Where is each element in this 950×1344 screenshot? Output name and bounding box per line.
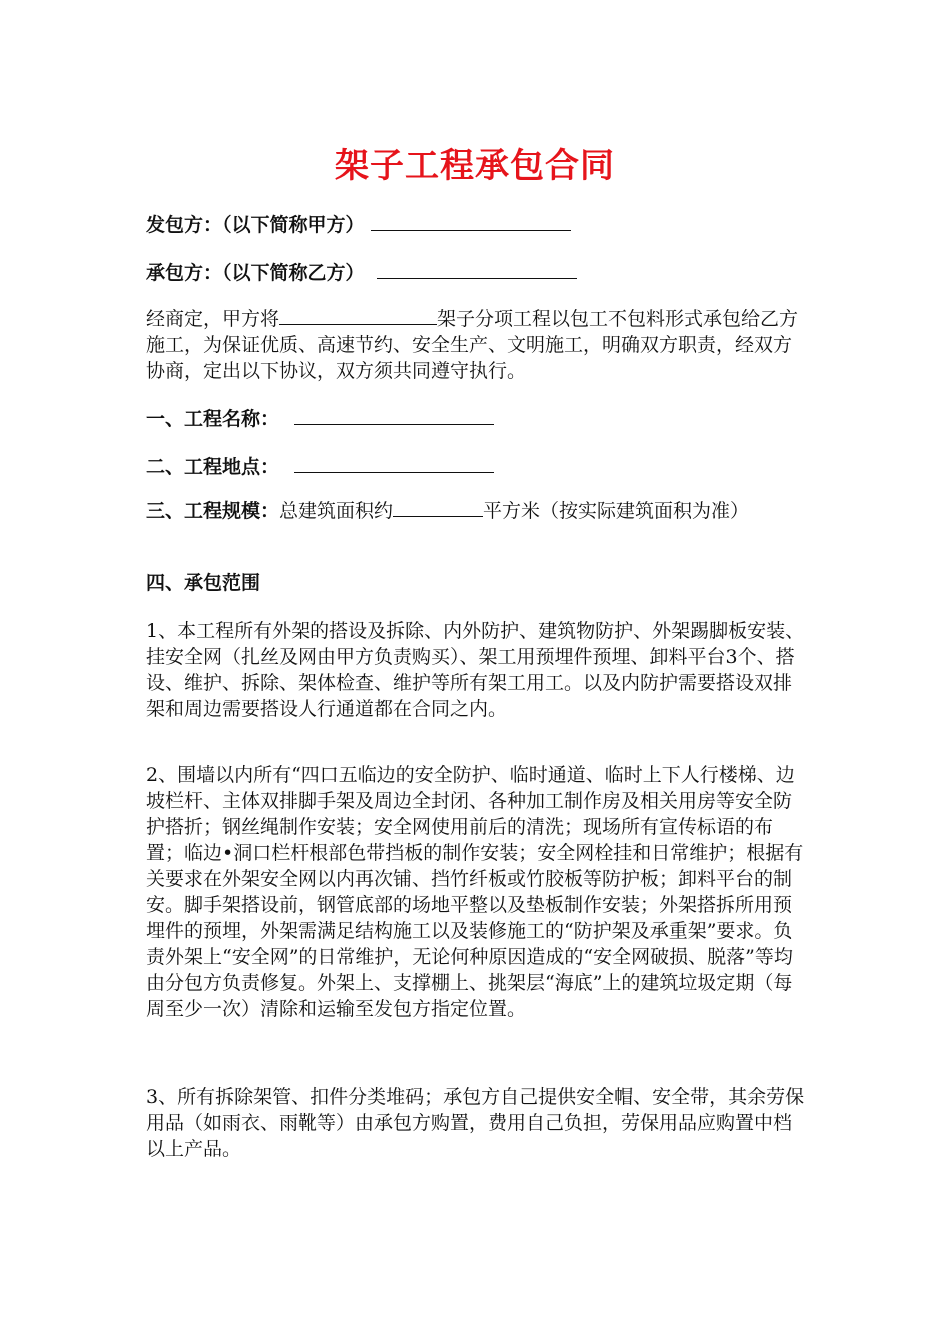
party-b-line [146, 258, 808, 286]
intro-text-start: 经商定，甲方将 [146, 308, 280, 330]
clause-2: 2、围墙以内所有“四口五临边的安全防护、临时通道、临时上下人行楼梯、边坡栏杆、主体双排脚手架及周边全封闭、各种加工制作房及相关用房等安全防护搭折；钢丝绳制作安装；安全网使用前后的清洗；现场所有宣传标语的布置；临边•洞口栏杆根部色带挡板的制作安装；安全网栓挂和日常维护；根据有关要求在外架安全网以内再次铺、挡竹纤板或竹胶板等防护板；卸料平台的制安。脚手架搭设前，钢管底部的场地平整以及垫板制作安装；外架搭拆所用预埋件的预埋，外架需满足结构施工以及装修施工的“防护架及承重架”要求。负责外架上“安全网”的日常维护，无论何种原因造成的“安全网破损、脱落”等均由分包方负责修复。外架上、支撑棚上、挑架层“海底”上的建筑垃圾定期（每周至少一次）清除和运输至发包方指定位置。 [146, 764, 804, 1020]
section-3-text-rest: 平方米（按实际建筑面积为准） [483, 500, 750, 522]
project-blank [279, 304, 437, 325]
party-a-blank [371, 210, 571, 231]
area-blank [393, 496, 483, 517]
intro-paragraph [146, 304, 808, 384]
section-3-paragraph [146, 496, 808, 524]
party-a-line [146, 210, 808, 238]
document-title: 架子工程承包合同 [335, 146, 615, 186]
project-name-blank [294, 404, 494, 425]
clause-1: 1、本工程所有外架的搭设及拆除、内外防护、建筑物防护、外架踢脚板安装、挂安全网（扎丝及网由甲方负责购买）、架工用预埋件预埋、卸料平台3个、搭设、维护、拆除、架体检查、维护等所有架工用工。以及内防护需要搭设双排架和周边需要搭设人行通道都在合同之内。 [146, 620, 805, 720]
section-1-label: 一、工程名称： [146, 408, 280, 430]
section-3-text-start: 总建筑面积约 [279, 500, 394, 522]
section-4-heading: 四、承包范围 [146, 572, 261, 594]
party-b-label: 承包方：（以下简称乙方） [146, 262, 365, 284]
party-a-label: 发包方：（以下简称甲方） [146, 214, 365, 236]
intro-text-rest: 架子分项工程以包工不包料形式承包给乙方施工，为保证优质、高速节约、安全生产、文明施工，明确双方职责，经双方协商，定出以下协议，双方须共同遵守执行。 [146, 308, 799, 382]
section-1-line [146, 404, 808, 432]
project-location-blank [294, 452, 494, 473]
section-3-label: 三、工程规模： [146, 500, 280, 522]
section-2-line [146, 452, 808, 480]
section-2-label: 二、工程地点： [146, 456, 280, 478]
party-b-blank [377, 258, 577, 279]
clause-3: 3、所有拆除架管、扣件分类堆码；承包方自己提供安全帽、安全带，其余劳保用品（如雨衣、雨靴等）由承包方购置，费用自己负担，劳保用品应购置中档以上产品。 [146, 1086, 805, 1160]
